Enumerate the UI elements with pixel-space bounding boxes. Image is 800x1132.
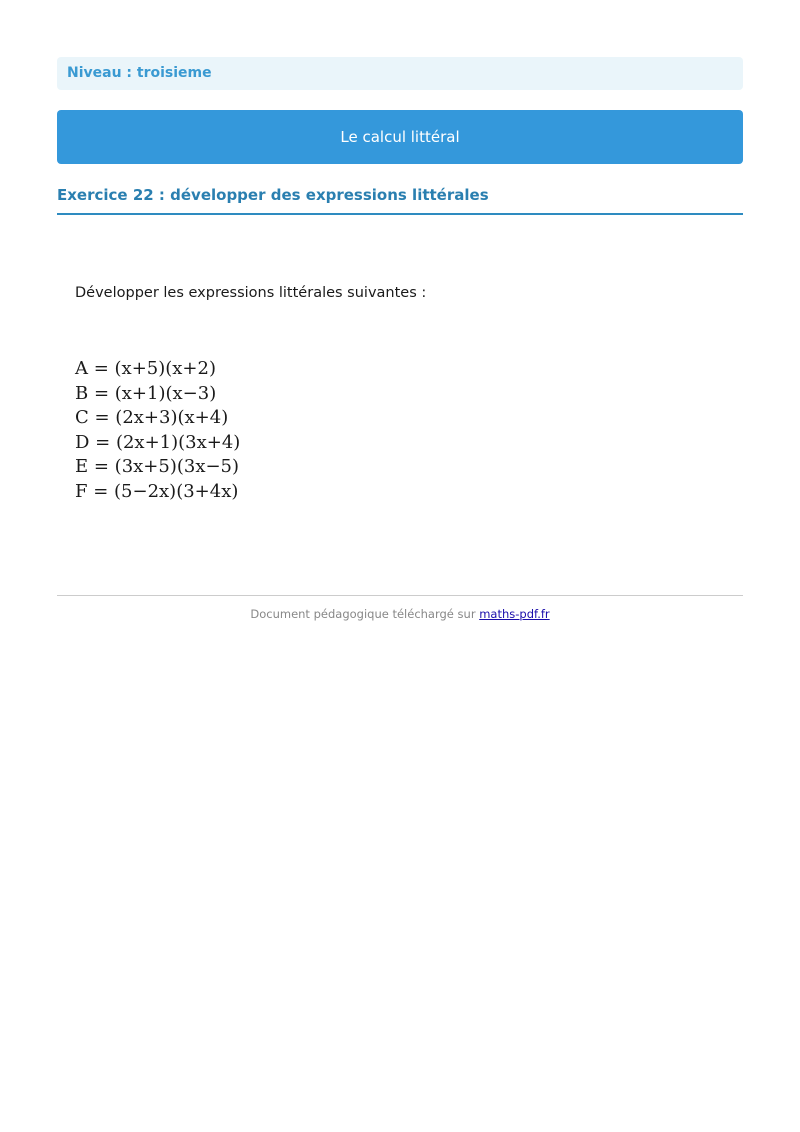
expression-a: A = (x+5)(x+2) (75, 358, 216, 379)
footer-divider (57, 595, 743, 596)
expression-c: C = (2x+3)(x+4) (75, 407, 229, 428)
expression-e: E = (3x+5)(3x−5) (75, 456, 240, 477)
exercise-title: Exercice 22 : développer des expressions littérales (57, 185, 743, 215)
expression-d: D = (2x+1)(3x+4) (75, 431, 241, 453)
footer-text: Document pédagogique téléchargé sur (250, 607, 480, 621)
footer-link[interactable]: maths-pdf.fr (479, 607, 550, 621)
footer (57, 607, 743, 621)
level-banner: Niveau : troisieme (57, 57, 743, 90)
expression-b: B = (x+1)(x−3) (75, 382, 217, 404)
exercise-instruction: Développer les expressions littérales suivantes : (75, 285, 427, 301)
chapter-banner: Le calcul littéral (57, 110, 743, 164)
expression-f: F = (5−2x)(3+4x) (75, 480, 239, 502)
expression-list (75, 357, 240, 504)
